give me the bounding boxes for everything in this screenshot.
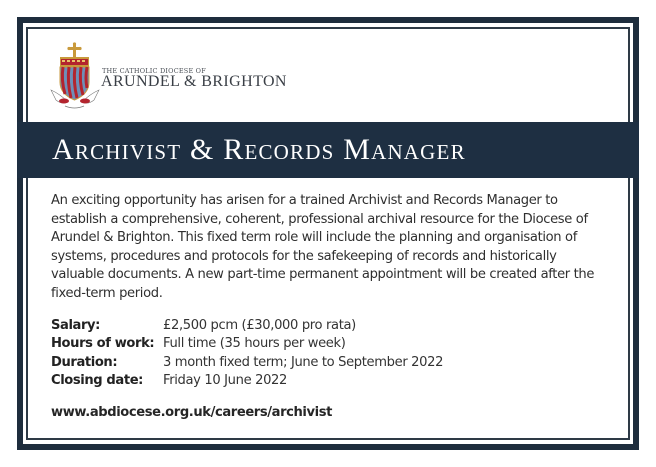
detail-value: £2,500 pcm (£30,000 pro rata) <box>163 318 356 333</box>
logo-subtitle: THE CATHOLIC DIOCESE OF <box>102 67 206 75</box>
detail-value: Full time (35 hours per week) <box>163 336 346 352</box>
detail-closing-date <box>51 372 443 390</box>
logo-title: ARUNDEL & BRIGHTON <box>101 73 287 90</box>
careers-link[interactable]: www.abdiocese.org.uk/careers/archivist <box>51 405 332 420</box>
job-details <box>51 317 443 390</box>
diocese-crest-icon <box>50 42 100 112</box>
detail-label: Duration: <box>51 354 118 370</box>
diocese-logo <box>50 42 290 112</box>
detail-salary <box>51 317 443 335</box>
detail-hours <box>51 335 443 353</box>
detail-label: Hours of work: <box>51 336 155 352</box>
job-title: Archivist & Records Manager <box>52 133 466 166</box>
detail-value: Friday 10 June 2022 <box>163 372 288 388</box>
detail-duration <box>51 354 443 372</box>
detail-label: Closing date: <box>51 372 144 388</box>
title-banner <box>17 122 639 178</box>
detail-label: Salary: <box>51 318 101 333</box>
job-description: An exciting opportunity has arisen for a trained Archivist and Records Manager to establish a comprehensive, coherent, professional archival resource for the Diocese of Arundel & Brighton. This fixed term role will include the planning and organisation of systems, procedures and protocols for the safekeeping of records and historically valuable documents. A new part-time permanent appointment will be created after the fixed-term period. <box>51 193 595 301</box>
detail-value: 3 month fixed term; June to September 2022 <box>163 354 444 370</box>
